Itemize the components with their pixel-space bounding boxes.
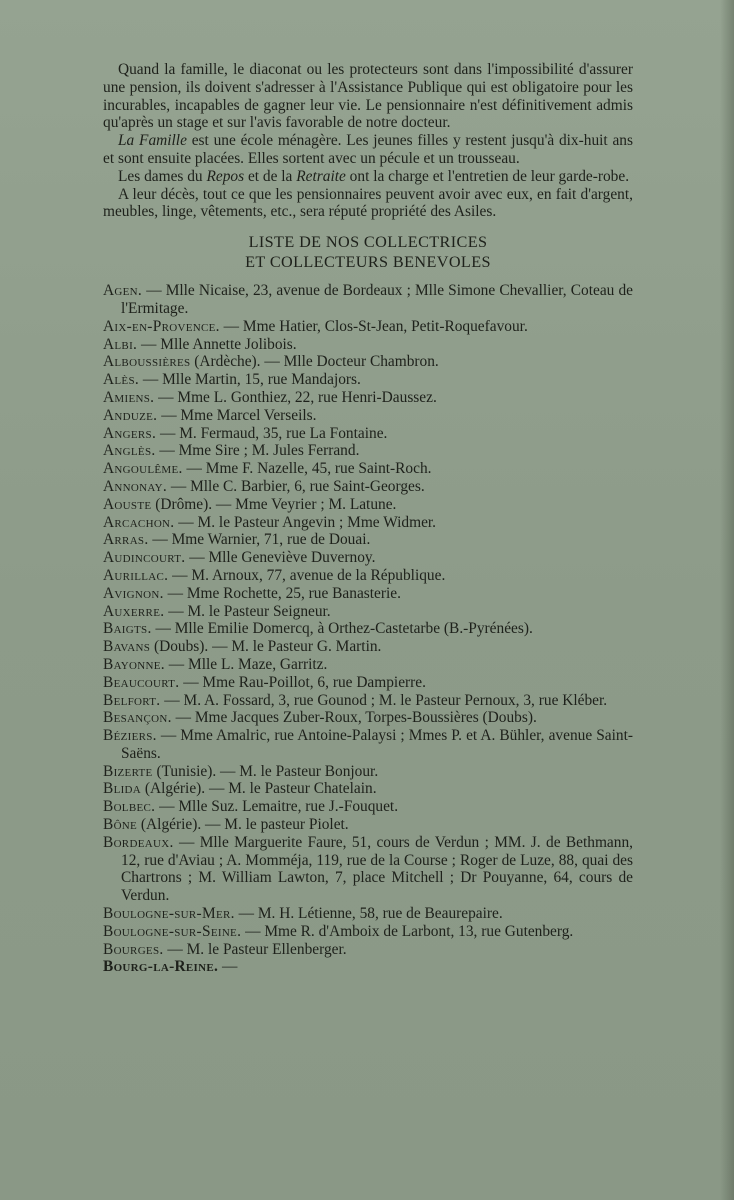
collector-details: — Mme Jacques Zuber-Roux, Torpes-Boussières (Doubs). xyxy=(171,709,537,727)
list-item xyxy=(103,816,633,834)
city-name: Bavans xyxy=(103,638,151,656)
intro-paragraph-2 xyxy=(103,132,633,168)
list-heading xyxy=(103,232,633,272)
collector-details: — Mlle Nicaise, 23, avenue de Bordeaux ; Mlle Simone Chevallier, Coteau de l'Ermitage. xyxy=(121,282,633,317)
list-item xyxy=(103,905,633,923)
list-item xyxy=(103,709,633,727)
city-name: Auxerre. xyxy=(103,602,165,620)
collector-details: — Mme Amalric, rue Antoine-Palaysi ; Mmes P. et A. Bühler, avenue Saint-Saëns. xyxy=(121,727,633,762)
collector-details: — Mlle Suz. Lemaitre, rue J.-Fouquet. xyxy=(155,798,399,816)
collector-details: — M. le Pasteur Seigneur. xyxy=(164,602,331,620)
list-item xyxy=(103,585,633,603)
city-name: Agen. xyxy=(103,282,143,300)
city-name: Bordeaux. xyxy=(103,833,174,851)
city-name: Bourges. xyxy=(103,940,164,958)
collector-details: — M. Fermaud, 35, rue La Fontaine. xyxy=(156,424,388,442)
list-item xyxy=(103,496,633,514)
city-name: Arras. xyxy=(103,531,149,549)
city-name: Audincourt. xyxy=(103,549,186,567)
list-item xyxy=(103,674,633,692)
collector-details: — Mme Rau-Poillot, 6, rue Dampierre. xyxy=(179,673,426,691)
collector-details: — Mlle L. Maze, Garritz. xyxy=(164,655,328,673)
list-item xyxy=(103,371,633,389)
page-content xyxy=(103,61,633,976)
list-item xyxy=(103,923,633,941)
list-item xyxy=(103,514,633,532)
city-name: Angoulême. xyxy=(103,460,183,478)
collector-details: — Mme Marcel Verseils. xyxy=(157,406,317,424)
paragraph-3-mid: et de la xyxy=(244,167,297,185)
paragraph-3-post: ont la charge et l'entretien de leur garde-robe. xyxy=(345,167,630,185)
city-name: Albi. xyxy=(103,335,138,353)
collector-details: — Mme Hatier, Clos-St-Jean, Petit-Roquefavour. xyxy=(219,317,528,335)
city-name: Annonay. xyxy=(103,477,168,495)
list-item xyxy=(103,958,633,976)
collector-details: — M. H. Létienne, 58, rue de Beaurepaire. xyxy=(234,905,503,923)
intro-paragraph-3 xyxy=(103,168,633,186)
collector-details: (Ardèche). — Mlle Docteur Chambron. xyxy=(190,353,439,371)
list-item xyxy=(103,834,633,905)
page-edge-shadow xyxy=(720,0,734,1200)
list-item xyxy=(103,941,633,959)
collector-details: — Mlle Annette Jolibois. xyxy=(137,335,297,353)
list-item xyxy=(103,407,633,425)
collector-details: (Drôme). — Mme Veyrier ; M. Latune. xyxy=(151,495,397,513)
list-item xyxy=(103,353,633,371)
city-name: Alès. xyxy=(103,371,140,389)
collector-details: — M. Arnoux, 77, avenue de la République. xyxy=(168,566,446,584)
paragraph-2-text: est une école ménagère. Les jeunes filles y restent jusqu'à dix-huit ans et sont ensuite placées. Elles sortent avec un pécule et un trousseau. xyxy=(103,132,633,167)
collector-details: — Mlle Marguerite Faure, 51, cours de Verdun ; MM. J. de Bethmann, 12, rue d'Aviau ; A. Momméja, 119, rue de la Course ; Roger de Luze, 88, quai des Chartrons ; M. William Lawton, 7, place Mitchell ; Dr Pouyanne, 64, cours de Verdun. xyxy=(121,833,633,905)
list-heading-line-1: LISTE DE NOS COLLECTRICES xyxy=(248,233,488,252)
list-item xyxy=(103,336,633,354)
city-name: Amiens. xyxy=(103,388,155,406)
city-name: Angers. xyxy=(103,424,157,442)
paragraph-3-pre: Les dames du xyxy=(118,167,207,185)
city-name: Anduze. xyxy=(103,406,158,424)
list-item xyxy=(103,780,633,798)
city-name: Bourg-la-Reine. xyxy=(103,958,219,976)
list-item xyxy=(103,727,633,763)
collector-details: — Mme L. Gonthiez, 22, rue Henri-Daussez. xyxy=(154,388,437,406)
collector-details: — Mlle Martin, 15, rue Mandajors. xyxy=(139,371,361,389)
city-name: Baigts. xyxy=(103,620,152,638)
city-name: Belfort. xyxy=(103,691,161,709)
city-name: Bizerte xyxy=(103,762,153,780)
list-item xyxy=(103,442,633,460)
city-name: Bayonne. xyxy=(103,655,165,673)
collector-list xyxy=(103,282,633,976)
city-name: Aouste xyxy=(103,495,152,513)
collector-details: — Mme Rochette, 25, rue Banasterie. xyxy=(163,584,401,602)
collector-details: — Mme Sire ; M. Jules Ferrand. xyxy=(155,442,360,460)
city-name: Boulogne-sur-Seine. xyxy=(103,922,242,940)
list-item xyxy=(103,282,633,318)
city-name: Boulogne-sur-Mer. xyxy=(103,905,235,923)
italic-repos: Repos xyxy=(206,167,245,185)
collector-details: (Algérie). — M. le Pasteur Chatelain. xyxy=(141,780,377,798)
list-item xyxy=(103,567,633,585)
collector-details: — Mme Warnier, 71, rue de Douai. xyxy=(148,531,371,549)
list-item xyxy=(103,478,633,496)
city-name: Béziers. xyxy=(103,727,157,745)
city-name: Bône xyxy=(103,816,138,834)
collector-details: (Doubs). — M. le Pasteur G. Martin. xyxy=(150,638,382,656)
city-name: Beaucourt. xyxy=(103,673,180,691)
intro-paragraph-1: Quand la famille, le diaconat ou les protecteurs sont dans l'impossibilité d'assurer une pension, ils doivent s'adresser à l'Assistance Publique qui est obligatoire pour les incurables, incapables de gagner leur vie. Le pensionnaire n'est définitivement admis qu'après un stage et sur l'avis favorable de notre docteur. xyxy=(103,61,633,132)
collector-details: — M. le Pasteur Angevin ; Mme Widmer. xyxy=(174,513,437,531)
list-item xyxy=(103,620,633,638)
collector-details: — M. le Pasteur Ellenberger. xyxy=(163,940,347,958)
city-name: Besançon. xyxy=(103,709,172,727)
city-name: Arcachon. xyxy=(103,513,175,531)
list-item xyxy=(103,763,633,781)
italic-retraite: Retraite xyxy=(296,167,346,185)
collector-details: — Mlle Geneviève Duvernoy. xyxy=(185,549,376,567)
list-item xyxy=(103,603,633,621)
city-name: Anglès. xyxy=(103,442,156,460)
list-item xyxy=(103,318,633,336)
city-name: Bolbec. xyxy=(103,798,156,816)
collector-details: — xyxy=(218,958,238,976)
list-heading-line-2: ET COLLECTEURS BENEVOLES xyxy=(245,253,491,272)
list-item xyxy=(103,692,633,710)
list-item xyxy=(103,425,633,443)
italic-la-famille: La Famille xyxy=(118,132,187,150)
list-item xyxy=(103,638,633,656)
collector-details: (Tunisie). — M. le Pasteur Bonjour. xyxy=(152,762,379,780)
collector-details: — Mme F. Nazelle, 45, rue Saint-Roch. xyxy=(182,460,432,478)
list-item xyxy=(103,389,633,407)
collector-details: — Mme R. d'Amboix de Larbont, 13, rue Gutenberg. xyxy=(241,922,574,940)
collector-details: — M. A. Fossard, 3, rue Gounod ; M. le Pasteur Pernoux, 3, rue Kléber. xyxy=(160,691,608,709)
collector-details: — Mlle C. Barbier, 6, rue Saint-Georges. xyxy=(167,477,425,495)
list-item xyxy=(103,531,633,549)
list-item xyxy=(103,798,633,816)
city-name: Aix-en-Provence. xyxy=(103,317,220,335)
city-name: Blida xyxy=(103,780,142,798)
list-item xyxy=(103,460,633,478)
city-name: Aurillac. xyxy=(103,566,169,584)
list-item xyxy=(103,549,633,567)
intro-paragraph-4: A leur décès, tout ce que les pensionnaires peuvent avoir avec eux, en fait d'argent, meubles, linge, vêtements, etc., sera réputé propriété des Asiles. xyxy=(103,185,633,221)
collector-details: (Algérie). — M. le pasteur Piolet. xyxy=(137,816,349,834)
city-name: Alboussières xyxy=(103,353,191,371)
list-item xyxy=(103,656,633,674)
collector-details: — Mlle Emilie Domercq, à Orthez-Castetarbe (B.-Pyrénées). xyxy=(151,620,533,638)
city-name: Avignon. xyxy=(103,584,164,602)
